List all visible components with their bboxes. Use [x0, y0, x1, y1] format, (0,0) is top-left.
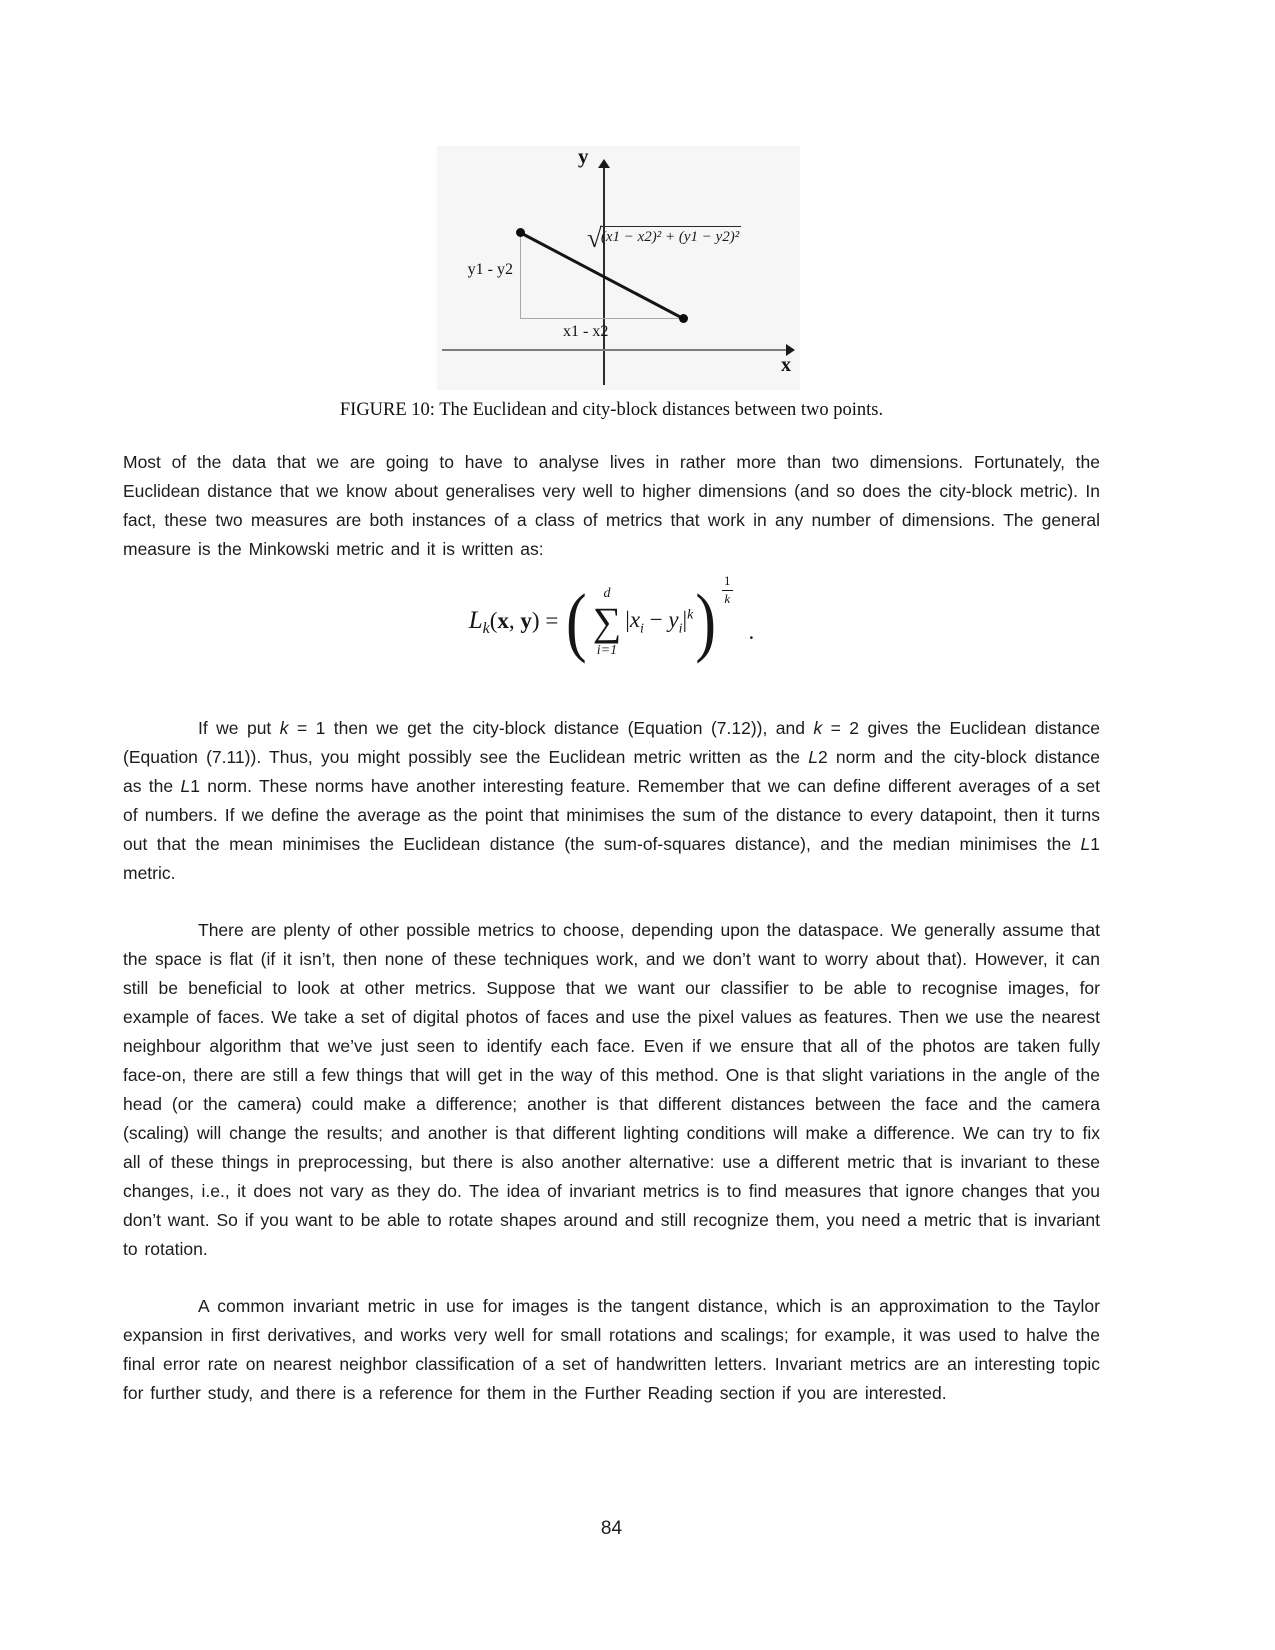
y-axis-label: y	[578, 144, 589, 168]
y-axis-arrow-icon	[598, 159, 610, 168]
paragraph-invariant-metrics: There are plenty of other possible metrics to choose, depending upon the dataspace. We generally assume that the space is flat (if it isn’t, then none of these techniques work, and we don’t want to worry about that). However, it can still be beneficial to look at other metrics. Suppose that we want our classifier to be able to recognise images, for example of faces. We take a set of digital photos of faces and use the pixel values as features. Then we use the nearest neighbour algorithm that we’ve just seen to identify each face. Even if we ensure that all of the photos are taken fully face-on, there are still a few things that will get in the way of this method. One is that slight variations in the angle of the head (or the camera) could make a difference; another is that different distances between the face and the camera (scaling) will change the results; and another is that different lighting conditions will make a difference. We can try to fix all of these things in preprocessing, but there is also another alternative: use a different metric that is invariant to these changes, i.e., it does not vary as they do. The idea of invariant metrics is to find measures that ignore changes that you don’t want. So if you want to be able to rotate shapes around and still recognize them, you need a metric that is invariant to rotation.	[123, 920, 1100, 1259]
data-point-upper-left	[516, 228, 525, 237]
paragraph-norms: If we put k = 1 then we get the city-block distance (Equation (7.12)), and k = 2 gives the Euclidean distance (Equation (7.11)). Thus, you might possibly see the Euclidean metric written as the L2 norm and the city-block distance as the L1 norm. These norms have another interesting feature. Remember that we can define different averages of a set of numbers. If we define the average as the point that minimises the sum of the distance to every datapoint, then it turns out that the mean minimises the Euclidean distance (the sum-of-squares distance), and the median minimises the L1 metric.	[123, 718, 1100, 883]
paragraph-minkowski-intro: Most of the data that we are going to have to analyse lives in rather more than two dimensions. Fortunately, the Euclidean distance that we know about generalises very well to higher dimensions (and so does the city-block metric). In fact, these two measures are both instances of a class of metrics that work in any number of dimensions. The general measure is the Minkowski metric and it is written as:	[123, 452, 1100, 559]
equation-term: $|x_i - y_i|^k$	[625, 606, 694, 637]
minkowski-equation	[123, 572, 1100, 672]
horizontal-side-line	[520, 318, 683, 319]
equation-period: .	[748, 619, 755, 644]
equation-lhs: $L_k(x$, y) =	[468, 606, 565, 637]
summation-symbol: d ∑ i=1	[592, 585, 622, 658]
figure-caption: FIGURE 10: The Euclidean and city-block distances between two points.	[339, 400, 884, 420]
radical-sign: √	[587, 223, 602, 253]
vertical-side-line	[520, 233, 521, 318]
outer-exponent: $\frac{1}{k}$	[724, 573, 731, 606]
body-text	[123, 448, 1100, 1436]
page-number: 84	[600, 1518, 623, 1539]
open-paren: (	[566, 579, 587, 665]
close-paren: )	[695, 579, 717, 665]
horizontal-side-label: x1 - x2	[563, 323, 609, 340]
radicand-expression: (x1 − x2)² + (y1 − y2)²	[600, 226, 741, 246]
euclidean-formula-label	[587, 223, 741, 253]
data-point-lower-right	[679, 314, 688, 323]
distance-diagram	[437, 146, 800, 390]
x-axis-label: x	[781, 354, 791, 376]
x-axis-line	[442, 349, 792, 351]
paragraph-tangent-distance: A common invariant metric in use for images is the tangent distance, which is an approximation to the Taylor expansion in first derivatives, and works very well for small rotations and scalings; for example, it was used to halve the final error rate on nearest neighbor classification of a set of handwritten letters. Invariant metrics are an interesting topic for further study, and there is a reference for them in the Further Reading section if you are interested.	[123, 1296, 1100, 1403]
vertical-side-label: y1 - y2	[467, 261, 513, 278]
